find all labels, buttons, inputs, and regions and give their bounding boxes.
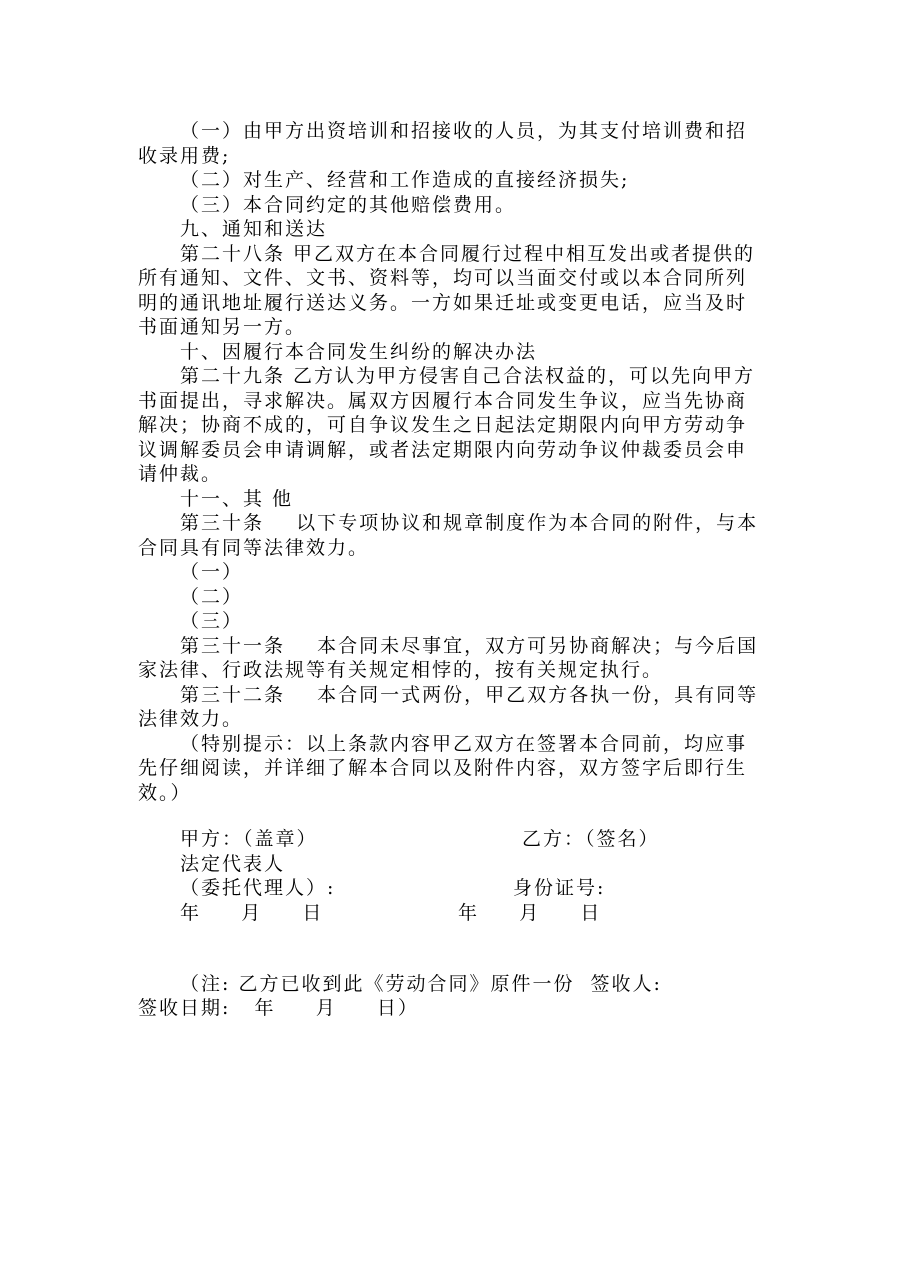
text-line-15: 请仲裁。	[138, 463, 223, 485]
date-party-a: 年 月 日	[180, 902, 324, 924]
text-line-23: 家法律、行政法规等有关规定相悖的，按有关规定执行。	[138, 659, 664, 681]
attachment-item-3: （三）	[180, 610, 244, 632]
text-line-24: 第三十二条 本合同一式两份，甲乙双方各执一份，具有同等	[180, 684, 759, 706]
id-number-label: 身份证号:	[513, 877, 606, 899]
receipt-note: （注: 乙方已收到此《劳动合同》原件一份 签收人:	[180, 973, 662, 995]
text-line-4: （三）本合同约定的其他赔偿费用。	[180, 194, 517, 216]
text-line-17: 第三十条 以下专项协议和规章制度作为本合同的附件，与本	[180, 512, 759, 534]
text-line-18: 合同具有同等法律效力。	[138, 537, 370, 559]
text-line-1: （一）由甲方出资培训和招接收的人员，为其支付培训费和招	[180, 120, 748, 142]
text-line-22: 第三十一条 本合同未尽事宜，双方可另协商解决；与今后国	[180, 635, 759, 657]
text-line-2: 收录用费;	[138, 145, 231, 167]
text-line-8: 明的通讯地址履行送达义务。一方如果迁址或变更电话，应当及时	[138, 292, 748, 314]
text-line-9: 书面通知另一方。	[138, 316, 307, 338]
party-a-seal: 甲方：（盖章）	[180, 828, 318, 850]
date-party-b: 年 月 日	[458, 902, 602, 924]
text-line-12: 书面提出，寻求解决。属双方因履行本合同发生争议，应当先协商	[138, 390, 748, 412]
section-heading-11: 十一、其 他	[180, 488, 294, 510]
attachment-item-1: （一）	[180, 561, 244, 583]
text-line-3: （二）对生产、经营和工作造成的直接经济损失;	[180, 169, 630, 191]
section-heading-9: 九、通知和送达	[180, 218, 328, 240]
text-line-6: 第二十八条 甲乙双方在本合同履行过程中相互发出或者提供的	[180, 243, 756, 265]
receipt-date: 签收日期: 年 月 日）	[138, 997, 419, 1019]
text-line-26: （特别提示：以上条款内容甲乙双方在签署本合同前，均应事	[180, 733, 748, 755]
party-b-signature: 乙方：（签名）	[522, 828, 660, 850]
authorized-agent: （委托代理人）:	[180, 877, 336, 899]
text-line-7: 所有通知、文件、文书、资料等，均可以当面交付或以本合同所列	[138, 267, 748, 289]
text-line-28: 效。）	[138, 782, 192, 804]
text-line-13: 解决；协商不成的，可自争议发生之日起法定期限内向甲方劳动争	[138, 414, 748, 436]
section-heading-10: 十、因履行本合同发生纠纷的解决办法	[180, 341, 538, 363]
text-line-11: 第二十九条 乙方认为甲方侵害自己合法权益的，可以先向甲方	[180, 365, 756, 387]
text-line-14: 议调解委员会申请调解，或者法定期限内向劳动争议仲裁委员会申	[138, 439, 748, 461]
legal-representative: 法定代表人	[180, 853, 286, 875]
attachment-item-2: （二）	[180, 586, 244, 608]
text-line-27: 先仔细阅读，并详细了解本合同以及附件内容，双方签字后即行生	[138, 757, 748, 779]
text-line-25: 法律效力。	[138, 708, 244, 730]
